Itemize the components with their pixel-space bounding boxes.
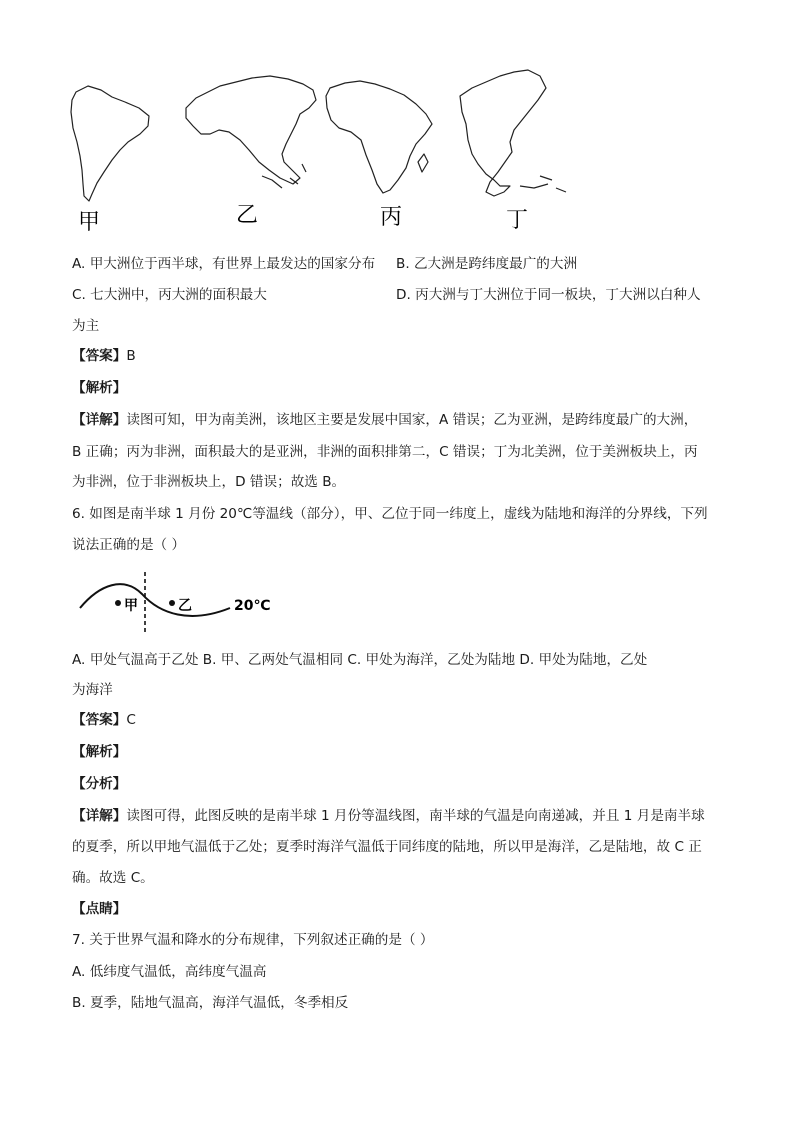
map-label-ding: 丁: [506, 208, 529, 233]
q5-option-a: A. 甲大洲位于西半球，有世界上最发达的国家分布: [72, 256, 376, 272]
q6-detail-line-3: 确。故选 C。: [72, 870, 154, 886]
continents-figure: [0, 0, 794, 240]
q6-fenxi-tag: 【分析】: [72, 776, 127, 792]
q7-stem: 7. 关于世界气温和降水的分布规律，下列叙述正确的是（ ）: [72, 932, 434, 948]
q5-detail-line-2: B 正确；丙为非洲，面积最大的是亚洲，非洲的面积排第二，C 错误；丁为北美洲，位于美洲板块上，丙: [72, 444, 698, 460]
detail-text: 读图可得，此图反映的是南半球 1 月份等温线图，南半球的气温是向南递减，并且 1 月是南半球: [126, 808, 705, 824]
q5-option-b: B. 乙大洲是跨纬度最广的大洲: [396, 256, 578, 272]
isotherm-20c-line: [80, 584, 230, 616]
q6-options-line-1: A. 甲处气温高于乙处 B. 甲、乙两处气温相同 C. 甲处为海洋，乙处为陆地 D. 甲处为陆地，乙处: [72, 652, 648, 668]
asia-outline: [186, 76, 316, 184]
map-label-yi: 乙: [236, 203, 259, 228]
answer-value: C: [126, 712, 136, 728]
q6-answer: [72, 710, 136, 730]
q6-stem-line-2: 说法正确的是（ ）: [72, 537, 186, 553]
asia-islands: [262, 164, 306, 188]
q5-detail-line-1: [72, 410, 697, 430]
point-yi: [169, 600, 175, 606]
map-label-bing: 丙: [380, 205, 403, 230]
south-america-outline: [71, 86, 149, 201]
q5-answer: [72, 346, 136, 366]
q5-option-c: C. 七大洲中，丙大洲的面积最大: [72, 287, 267, 303]
answer-tag: 【答案】: [72, 348, 127, 364]
q6-dianjing-tag: 【点睛】: [72, 901, 127, 917]
answer-tag: 【答案】: [72, 712, 127, 728]
map-label-jia: 甲: [78, 210, 101, 235]
q5-option-d: D. 丙大洲与丁大洲位于同一板块，丁大洲以白种人: [396, 287, 701, 303]
q6-stem-line-1: 6. 如图是南半球 1 月份 20℃等温线（部分），甲、乙位于同一纬度上，虚线为陆地和海洋的分界线，下列: [72, 506, 708, 522]
africa-outline: [326, 81, 432, 193]
q5-option-d-cont: 为主: [72, 318, 100, 334]
isotherm-figure: [0, 566, 794, 646]
q6-detail-line-2: 的夏季，所以甲地气温低于乙处；夏季时海洋气温低于同纬度的陆地，所以甲是海洋，乙是陆地，故 C 正: [72, 839, 702, 855]
q6-analysis-tag: 【解析】: [72, 744, 127, 760]
answer-value: B: [126, 348, 136, 364]
point-jia: [115, 600, 121, 606]
label-jia: 甲: [124, 598, 138, 614]
label-yi: 乙: [178, 598, 192, 614]
q7-option-b: B. 夏季，陆地气温高，海洋气温低，冬季相反: [72, 995, 349, 1011]
detail-tag: 【详解】: [72, 808, 127, 824]
caribbean-islands: [520, 176, 566, 192]
q5-analysis-tag: 【解析】: [72, 380, 127, 396]
north-america-outline: [460, 70, 546, 196]
detail-tag: 【详解】: [72, 412, 127, 428]
detail-text: 读图可知，甲为南美洲，该地区主要是发展中国家，A 错误；乙为亚洲，是跨纬度最广的大洲，: [126, 412, 698, 428]
isotherm-label: 20℃: [234, 598, 271, 614]
q7-option-a: A. 低纬度气温低，高纬度气温高: [72, 964, 267, 980]
q6-detail-line-1: [72, 806, 705, 826]
q5-detail-line-3: 为非洲，位于非洲板块上，D 错误；故选 B。: [72, 474, 346, 490]
q6-options-line-2: 为海洋: [72, 682, 113, 698]
madagascar-outline: [418, 154, 428, 172]
